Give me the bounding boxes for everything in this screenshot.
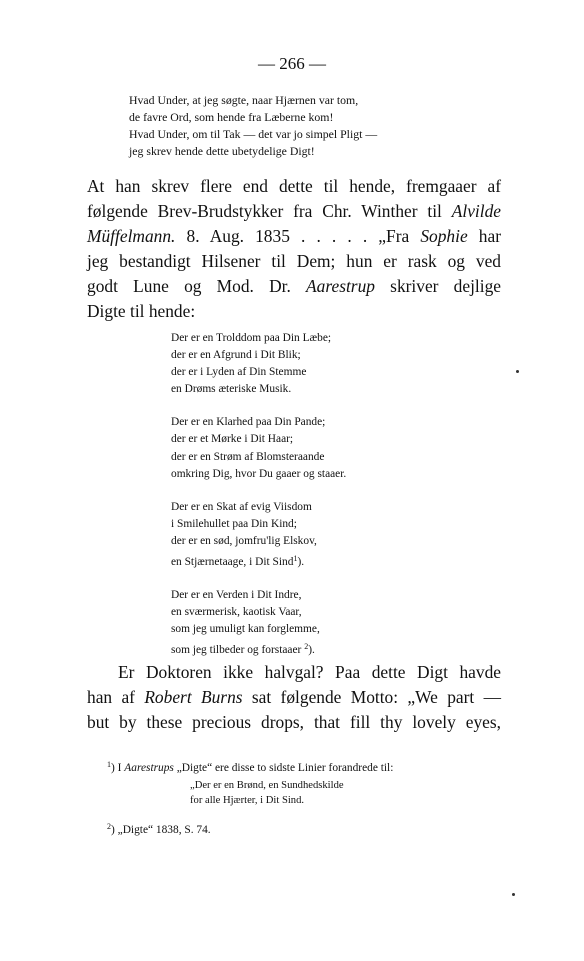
text-line	[87, 224, 501, 249]
text-line: but by these precious drops, that fill thy lovely eyes,	[87, 712, 501, 732]
stanza	[171, 330, 346, 398]
verse-line: der er en Strøm af Blomsteraande	[171, 450, 325, 463]
text: har	[467, 226, 501, 246]
stanza	[171, 587, 346, 659]
footnote-1-quote	[190, 778, 344, 808]
verse-line: Hvad Under, at jeg søgte, naar Hjærnen var tom,	[129, 93, 359, 107]
verse-line: jeg skrev hende dette ubetydelige Digt!	[129, 144, 315, 158]
verse-line: i Smilehullet paa Din Kind;	[171, 517, 297, 530]
verse-line: omkring Dig, hvor Du gaaer og staaer.	[171, 467, 347, 480]
text-line	[87, 685, 501, 710]
person-name: Aarestrups	[124, 762, 174, 774]
verse-line: Der er en Trolddom paa Din Læbe;	[171, 332, 332, 344]
text-line: jeg bestandigt Hilsener til Dem; hun er rask og ved	[87, 251, 501, 271]
text-line	[87, 199, 501, 224]
footnote-ref: 2	[304, 642, 309, 652]
text: godt Lune og Mod. Dr.	[87, 276, 307, 296]
text: sat følgende Motto: „We part —	[242, 687, 501, 707]
text: en Stjærnetaage, i Dit Sind	[171, 556, 294, 569]
verse-line: en Stjærnetaage, i Dit Sind$^1$).	[171, 554, 305, 569]
stanza	[171, 414, 346, 482]
verse-line: Hvad Under, om til Tak — det var jo simpel Pligt —	[129, 127, 378, 141]
quote-line: „Der er en Brønd, en Sundhedskilde	[190, 780, 344, 791]
paragraph-winther-letter	[87, 174, 501, 324]
verse-line: der er en Afgrund i Dit Blik;	[171, 349, 301, 362]
person-name: Aarestrup	[306, 276, 375, 296]
text-line	[87, 274, 501, 299]
page-number: — 266 —	[258, 54, 326, 73]
verse-line: Der er en Verden i Dit Indre,	[171, 589, 302, 602]
text: følgende Brev-Brudstykker fra Chr. Winther til	[87, 201, 452, 221]
text-line: Er Doktoren ikke halvgal? Paa dette Digt havde	[118, 662, 501, 682]
intro-verse	[129, 92, 377, 160]
verse-line: en Drøms æteriske Musik.	[171, 383, 292, 396]
person-name: Müffelmann.	[87, 226, 176, 246]
person-name: Sophie	[420, 226, 468, 246]
verse-line: der er i Lyden af Din Stemme	[171, 366, 307, 379]
footnote-ref: 1	[293, 554, 298, 564]
verse-line: Der er en Klarhed paa Din Pande;	[171, 416, 326, 429]
text: ) I	[111, 762, 125, 774]
person-name: Alvilde	[451, 201, 501, 221]
verse-line: der er et Mørke i Dit Haar;	[171, 433, 294, 446]
verse-line: de favre Ord, som hende fra Læberne kom!	[129, 110, 334, 124]
quote-line: for alle Hjærter, i Dit Sind.	[190, 795, 305, 806]
person-name: Robert Burns	[144, 687, 243, 707]
footnote-1	[107, 756, 499, 777]
verse-line: Der er en Skat af evig Viisdom	[171, 500, 312, 513]
paper-speck	[512, 893, 515, 896]
text-line: At han skrev flere end dette til hende, fremgaaer af	[87, 176, 501, 196]
footnote-2	[107, 818, 211, 839]
footnote-mark: 1	[107, 760, 111, 769]
text-line: Digte til hende:	[87, 301, 196, 321]
footnote-mark: 2	[107, 822, 111, 831]
verse-line: som jeg umuligt kan forglemme,	[171, 623, 320, 636]
verse-line: der er en sød, jomfru'lig Elskov,	[171, 534, 317, 547]
text: som jeg tilbeder og forstaaer	[171, 644, 302, 657]
text: 8. Aug. 1835 . . . . . „Fra	[175, 226, 421, 246]
text: skriver dejlige	[374, 276, 502, 296]
text: ) „Digte“ 1838, S. 74.	[111, 824, 211, 836]
verse-line: en sværmerisk, kaotisk Vaar,	[171, 606, 302, 619]
text: han af	[87, 687, 145, 707]
aarestrup-poem	[171, 330, 346, 676]
verse-line: som jeg tilbeder og forstaaer $^2$).	[171, 642, 315, 657]
paragraph-doktoren	[87, 660, 501, 735]
text: „Digte“ ere disse to sidste Linier forandrede til:	[173, 762, 394, 774]
stanza	[171, 499, 346, 571]
paper-speck	[516, 370, 519, 373]
